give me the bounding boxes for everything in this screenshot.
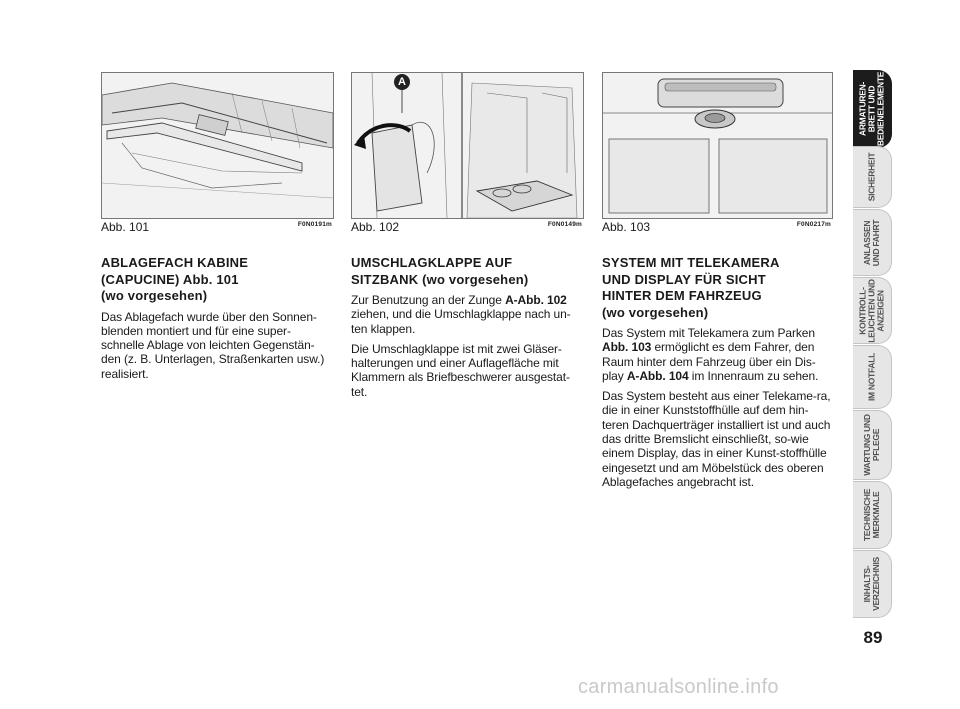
column-rear-camera — [602, 255, 831, 495]
figure-103-image — [602, 72, 833, 219]
figure-code: F0N0191m — [297, 221, 332, 228]
rear-camera-illustration — [603, 73, 832, 218]
figure-101-caption — [101, 220, 332, 234]
heading-line: HINTER DEM FAHRZEUG — [602, 288, 762, 303]
column-storage — [101, 255, 332, 387]
tab-label: TECHNISCHE MERKMALE — [862, 488, 881, 542]
text-run: Das System mit Telekamera zum Parken — [602, 326, 815, 340]
tab-sicherheit[interactable] — [853, 146, 892, 208]
text-run: Zur Benutzung an der Zunge — [351, 293, 506, 307]
figure-code: F0N0149m — [547, 221, 582, 228]
tab-label: ARMATUREN- BRETT UND BEDIENELEMENTE — [857, 71, 886, 147]
tab-armaturenbrett[interactable] — [853, 70, 892, 148]
section-heading-seat-flap — [351, 255, 582, 288]
paragraph: Das Ablagefach wurde über den Sonnen-blenden montiert und für eine super-schnelle Ablage von leichten Gegenstän-den (z. B. Unterlagen, Straßenkarten usw.) realisiert. — [101, 309, 325, 381]
section-heading-storage — [101, 255, 332, 305]
cabin-storage-illustration — [102, 73, 333, 218]
figure-102-caption — [351, 220, 582, 234]
heading-line: UMSCHLAGKLAPPE AUF — [351, 255, 513, 270]
tab-label: INHALTS- VERZEICHNIS — [862, 557, 881, 611]
caption-label: Abb. 102 — [351, 220, 400, 234]
tab-wartung[interactable] — [853, 410, 892, 480]
figure-102-image — [351, 72, 584, 219]
heading-line: SYSTEM MIT TELEKAMERA — [602, 255, 780, 270]
tab-kontrollleuchten[interactable] — [853, 277, 892, 344]
caption-label: Abb. 101 — [101, 220, 150, 234]
paragraph — [602, 326, 831, 383]
heading-line: (wo vorgesehen) — [602, 304, 709, 320]
heading-line: (wo vorgesehen) — [101, 288, 208, 303]
figure-reference: A-Abb. 102 — [505, 293, 567, 307]
seat-tray-illustration — [352, 73, 583, 218]
tab-label: WARTUNG UND PFLEGE — [862, 414, 881, 476]
caption-label: Abb. 103 — [602, 220, 651, 234]
tab-anlassen[interactable] — [853, 209, 892, 276]
paragraph: Die Umschlagklappe ist mit zwei Gläser-halterungen und einer Auflagefläche mit Klammern als Briefbeschwerer ausgestat-tet. — [351, 341, 570, 399]
marker-a-label: A — [398, 76, 406, 88]
tab-label: IM NOTFALL — [866, 353, 877, 401]
section-heading-rear-camera — [602, 255, 831, 321]
text-run: ermöglicht es dem Fahrer, den Raum hinter dem Fahrzeug über ein Dis-play — [602, 340, 816, 383]
figure-code: F0N0217m — [796, 221, 831, 228]
heading-line: SITZBANK (wo vorgesehen) — [351, 271, 529, 287]
heading-line: UND DISPLAY FÜR SICHT — [602, 271, 766, 287]
figure-101-image — [101, 72, 334, 219]
tab-label: ANLASSEN UND FAHRT — [862, 219, 881, 266]
tab-label: SICHERHEIT — [866, 152, 877, 202]
tab-inhaltsverzeichnis[interactable] — [853, 550, 892, 618]
tab-label: KONTROLL- LEUCHTEN UND ANZEIGEN — [857, 278, 886, 343]
figure-reference: A-Abb. 104 — [626, 368, 689, 383]
watermark: carmanualsonline.info — [578, 676, 779, 698]
text-run: im Innenraum zu sehen. — [688, 368, 819, 383]
heading-line: (CAPUCINE) Abb. 101 — [101, 271, 239, 287]
paragraph: Das System besteht aus einer Telekame-ra, die in einer Kunststoffhülle auf dem hin-teren Dachquerträger installiert ist und auch das dritte Bremslicht einschließt, so-wie einem Display, das in einer Kunst-stoffhülle eingesetzt und am Möbelstück des oberen Ablagefaches angebracht ist. — [602, 389, 831, 489]
page-number: 89 — [863, 628, 883, 647]
heading-line: ABLAGEFACH KABINE — [101, 255, 249, 270]
figure-103-caption — [602, 220, 831, 234]
marker-a — [394, 74, 410, 90]
paragraph — [351, 293, 582, 336]
column-seat-flap — [351, 255, 582, 405]
tab-technische-merkmale[interactable] — [853, 481, 892, 549]
tab-notfall[interactable] — [853, 345, 892, 409]
figure-reference: Abb. 103 — [602, 340, 652, 355]
text-run: ziehen, und die Umschlagklappe nach un-ten klappen. — [351, 307, 571, 336]
